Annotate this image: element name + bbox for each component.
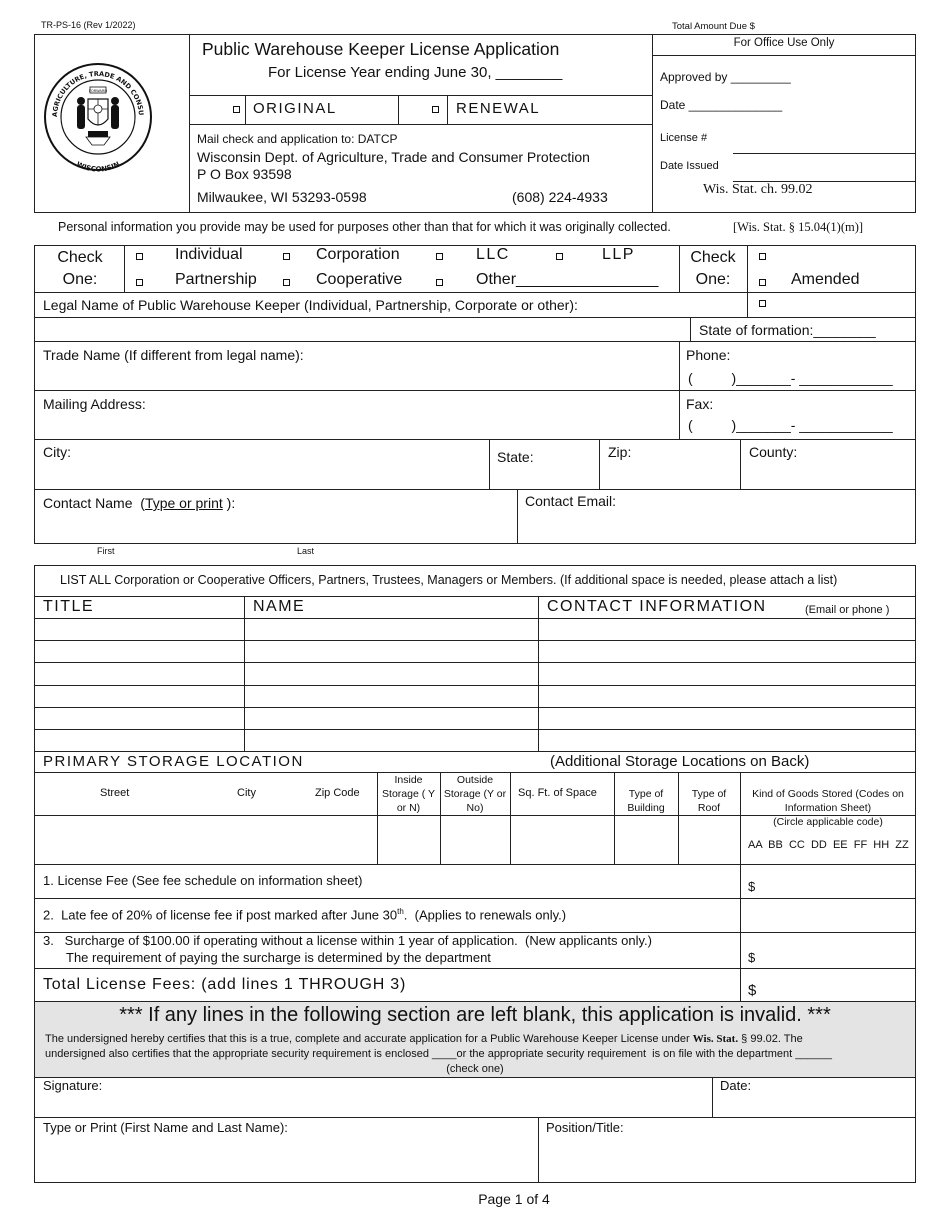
state-formation-field[interactable]: State of formation:________ <box>699 322 876 338</box>
certify-line-1: The undersigned hereby certifies that this is a true, complete and accurate application for a Public Warehouse Keeper License under Wis. Stat. § 99.02. The <box>45 1033 803 1045</box>
amended-checkbox[interactable] <box>759 279 766 286</box>
storage-goods: Kind of Goods Stored (Codes on Information Sheet) <box>752 788 904 814</box>
cooperative-label: Cooperative <box>316 271 403 288</box>
mailing-address-field[interactable]: Mailing Address: <box>43 396 146 412</box>
amended-label: Amended <box>791 271 860 288</box>
total-fees-dollar[interactable]: $ <box>748 982 757 999</box>
office-use-title: For Office Use Only <box>733 37 835 49</box>
original-checkbox[interactable] <box>233 106 240 113</box>
fax-label: Fax: <box>686 396 714 412</box>
fax-field[interactable]: ( )_______- ____________ <box>688 417 893 433</box>
col-name: NAME <box>253 598 306 615</box>
llc-checkbox[interactable] <box>436 253 443 260</box>
partnership-checkbox[interactable] <box>136 279 143 286</box>
last-name-caption: Last <box>297 546 315 556</box>
zip-field[interactable]: Zip: <box>608 444 632 460</box>
storage-building: Type of Building <box>627 788 665 814</box>
approved-by: Approved by _________ <box>660 70 791 84</box>
storage-roof: Type of Roof <box>691 788 727 814</box>
llp-label: LLP <box>602 246 635 263</box>
storage-city: City <box>237 787 256 799</box>
llc-label: LLC <box>476 246 510 263</box>
officer-row[interactable] <box>34 685 916 686</box>
trade-name-field[interactable]: Trade Name (If different from legal name): <box>43 347 304 363</box>
storage-note: (Additional Storage Locations on Back) <box>550 753 810 770</box>
position-title-field[interactable]: Position/Title: <box>546 1120 624 1135</box>
phone-field[interactable]: ( )_______- ____________ <box>688 370 893 386</box>
storage-street: Street <box>100 787 130 799</box>
individual-label: Individual <box>175 246 243 263</box>
col-contact-note: (Email or phone ) <box>805 604 890 616</box>
signature-date-field[interactable]: Date: <box>720 1078 752 1093</box>
check-one-label-2: Check One: <box>690 249 736 288</box>
state-field[interactable]: State: <box>497 449 534 465</box>
cooperative-checkbox[interactable] <box>283 279 290 286</box>
original-label: ORIGINAL <box>253 100 337 117</box>
agency-phone: (608) 224-4933 <box>512 189 608 205</box>
renewal-checkbox[interactable] <box>432 106 439 113</box>
city-zip: Milwaukee, WI 53293-0598 <box>197 189 367 205</box>
contact-name-field[interactable]: Contact Name (Type or print ): <box>43 495 236 511</box>
print-name-field[interactable]: Type or Print (First Name and Last Name): <box>43 1120 288 1135</box>
form-id: TR-PS-16 (Rev 1/2022) <box>41 20 136 30</box>
fee-line-2: 2. Late fee of 20% of license fee if post marked after June 30th. (Applies to renewals only.) <box>43 907 567 923</box>
total-fees-label: Total License Fees: (add lines 1 THROUGH 3) <box>43 976 407 993</box>
mail-instruction: Mail check and application to: DATCP <box>197 132 398 146</box>
new-checkbox[interactable] <box>759 253 766 260</box>
officer-row[interactable] <box>34 729 916 730</box>
col-title: TITLE <box>43 598 95 615</box>
page-number: Page 1 of 4 <box>478 1191 550 1207</box>
officer-row[interactable] <box>34 707 916 708</box>
officer-row[interactable] <box>34 640 916 641</box>
officer-row[interactable] <box>34 618 916 619</box>
svg-text:DEPARTMENT OF AGRICULTURE, TRA: AGRICULTURE, TRADE AND CONSU <box>50 69 146 118</box>
phone-label: Phone: <box>686 347 731 363</box>
office-statute: Wis. Stat. ch. 99.02 <box>703 182 813 197</box>
certify-line-2: undersigned also certifies that the appropriate security requirement is enclosed ____or the appropriate security requirement is on file with the department ______ <box>45 1048 832 1060</box>
llp-checkbox[interactable] <box>556 253 563 260</box>
fee-line-1-dollar[interactable]: $ <box>748 879 756 894</box>
svg-text:FORWARD: FORWARD <box>88 89 108 93</box>
office-date: Date ______________ <box>660 98 783 112</box>
svg-text:WISCONSIN: WISCONSIN <box>75 160 121 174</box>
contact-email-field[interactable]: Contact Email: <box>525 493 617 509</box>
po-box: P O Box 93598 <box>197 166 292 182</box>
officers-instruction: LIST ALL Corporation or Cooperative Officers, Partners, Trustees, Managers or Members. (If additional space is needed, please attach a list) <box>60 573 838 587</box>
invalid-warning: *** If any lines in the following section are left blank, this application is invalid. *** <box>119 1004 831 1026</box>
city-field[interactable]: City: <box>43 444 71 460</box>
storage-inside: Inside Storage ( Y or N) <box>382 774 435 814</box>
signature-field[interactable]: Signature: <box>43 1078 103 1093</box>
license-year: For License Year ending June 30, ________ <box>268 64 563 81</box>
license-number: License # <box>660 132 708 144</box>
storage-sqft: Sq. Ft. of Space <box>518 787 597 799</box>
renewal-label: RENEWAL <box>456 100 541 117</box>
other-field[interactable]: Other________________ <box>476 271 659 288</box>
storage-circle-note: (Circle applicable code) <box>773 816 883 828</box>
partnership-label: Partnership <box>175 271 257 288</box>
corporation-label: Corporation <box>316 246 400 263</box>
individual-checkbox[interactable] <box>136 253 143 260</box>
fee-line-3b: The requirement of paying the surcharge is determined by the department <box>66 950 491 965</box>
first-name-caption: First <box>97 546 115 556</box>
storage-outside: Outside Storage (Y or No) <box>443 774 507 814</box>
privacy-citation: [Wis. Stat. § 15.04(1)(m)] <box>733 220 864 234</box>
storage-heading: PRIMARY STORAGE LOCATION <box>43 753 304 770</box>
form-title: Public Warehouse Keeper License Application <box>202 39 560 59</box>
county-field[interactable]: County: <box>749 444 798 460</box>
total-amount-due: Total Amount Due $ <box>672 21 755 32</box>
certify-check-one: (check one) <box>446 1063 504 1075</box>
legal-name-checkbox[interactable] <box>759 300 766 307</box>
storage-zip: Zip Code <box>315 787 360 799</box>
legal-name-field[interactable]: Legal Name of Public Warehouse Keeper (Individual, Partnership, Corporate or other): <box>43 297 578 313</box>
fee-line-3-dollar[interactable]: $ <box>748 950 756 965</box>
wisconsin-datcp-seal-icon <box>42 41 154 194</box>
agency-name: Wisconsin Dept. of Agriculture, Trade and Consumer Protection <box>197 149 590 165</box>
officer-row[interactable] <box>34 662 916 663</box>
corporation-checkbox[interactable] <box>283 253 290 260</box>
privacy-notice: Personal information you provide may be used for purposes other than that for which it was originally collected. <box>58 220 671 234</box>
col-contact: CONTACT INFORMATION <box>547 598 767 615</box>
date-issued: Date Issued <box>660 160 719 172</box>
other-checkbox[interactable] <box>436 279 443 286</box>
fee-line-1: 1. License Fee (See fee schedule on information sheet) <box>43 873 363 888</box>
goods-codes[interactable]: AA BB CC DD EE FF HH ZZ <box>748 839 909 851</box>
fee-line-3a: 3. Surcharge of $100.00 if operating without a license within 1 year of application. (New applicants only.) <box>43 933 652 948</box>
check-one-label: Check One: <box>57 249 103 288</box>
